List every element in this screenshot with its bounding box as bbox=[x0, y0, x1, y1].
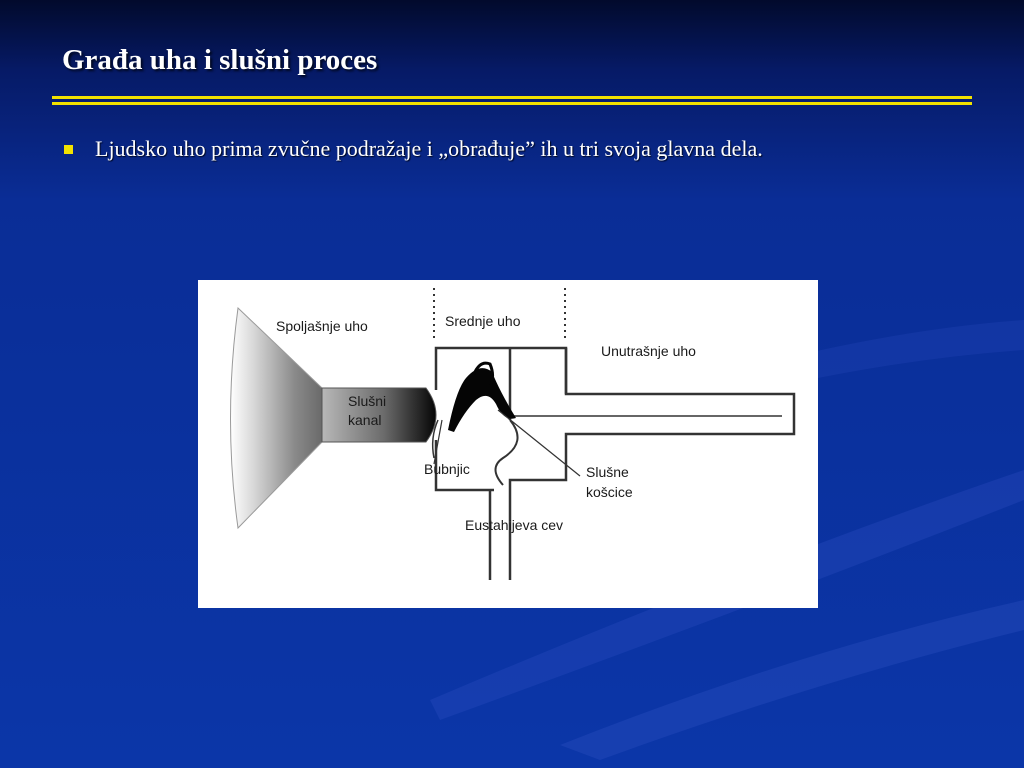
label-ossicles-line2: košcice bbox=[586, 484, 633, 500]
inner-ear-tube bbox=[510, 348, 794, 580]
oval-window-curve bbox=[496, 420, 518, 485]
ossicles-shape bbox=[448, 368, 516, 432]
square-bullet-icon bbox=[64, 145, 73, 154]
title-underline-second bbox=[52, 102, 972, 105]
label-eardrum: Bubnjic bbox=[424, 461, 470, 477]
ear-diagram bbox=[198, 280, 818, 608]
slide-title: Građa uha i slušni proces bbox=[62, 44, 378, 76]
label-ossicles-line1: Slušne bbox=[586, 464, 629, 480]
label-ear-canal-line1: Slušni bbox=[348, 393, 387, 409]
label-inner-ear: Unutrašnje uho bbox=[601, 343, 696, 359]
title-underline bbox=[52, 96, 972, 99]
label-middle-ear: Srednje uho bbox=[445, 313, 521, 329]
label-ear-canal-line2: kanal bbox=[348, 412, 382, 428]
ossicles-pointer bbox=[498, 410, 580, 476]
outer-ear-funnel bbox=[231, 308, 323, 528]
bullet-item bbox=[64, 136, 763, 162]
middle-ear-chamber-top bbox=[436, 348, 566, 394]
label-eustachian-tube: Eustahijeva cev bbox=[465, 517, 564, 533]
label-outer-ear: Spoljašnje uho bbox=[276, 318, 368, 334]
ear-diagram-drawing bbox=[198, 280, 818, 608]
bullet-text: Ljudsko uho prima zvučne podražaje i „obrađuje” ih u tri svoja glavna dela. bbox=[95, 136, 763, 161]
